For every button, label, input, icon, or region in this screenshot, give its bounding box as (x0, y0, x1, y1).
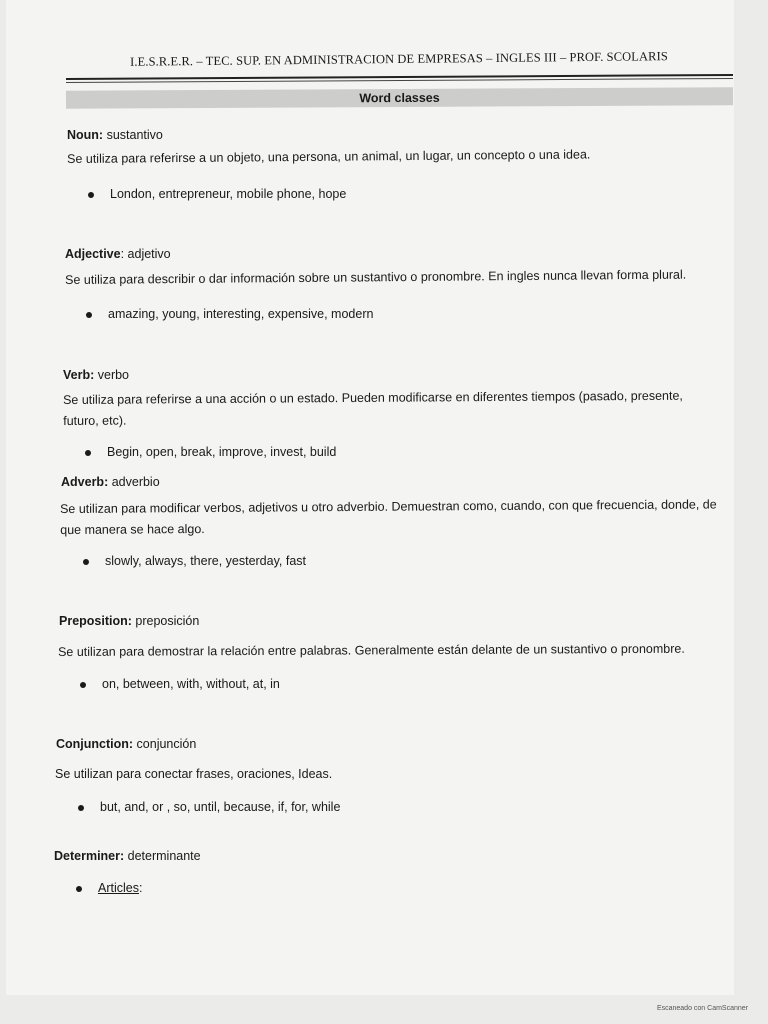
bullet-icon (83, 559, 89, 565)
section-adjective-heading (65, 244, 171, 265)
scanner-watermark: Escaneado con CamScanner (656, 1005, 748, 1012)
section-conjunction-description: Se utilizan para conectar frases, oraciones, Ideas. (55, 767, 333, 781)
articles-label: Articles (98, 881, 139, 895)
term-translation: : adjetivo (120, 247, 171, 261)
term-translation: verbo (94, 368, 130, 382)
bullet-icon (76, 886, 82, 892)
bullet-icon (78, 805, 84, 811)
section-determiner-articles (76, 879, 142, 897)
document-header: I.E.S.R.E.R. – TEC. SUP. EN ADMINISTRACION DE EMPRESAS – INGLES III – PROF. SCOLARIS (130, 49, 668, 69)
term-translation: sustantivo (103, 128, 163, 142)
articles-colon: : (138, 881, 143, 895)
term-label: Preposition: (59, 614, 132, 628)
examples-text: Begin, open, break, improve, invest, build (107, 445, 337, 459)
section-conjunction-heading (56, 734, 196, 755)
term-label: Noun: (67, 128, 104, 142)
section-adjective-examples (86, 305, 373, 323)
section-adverb-examples (83, 552, 306, 570)
term-label: Verb: (63, 368, 95, 382)
term-label: Adverb: (61, 475, 109, 489)
section-verb-description: Se utiliza para referirse a una acción o un estado. Pueden modificarse en diferentes tiempos (pasado, presente, futuro, etc). (63, 388, 683, 428)
bullet-icon (88, 192, 94, 198)
bullet-icon (85, 450, 91, 456)
section-noun-description: Se utiliza para referirse a un objeto, una persona, un animal, un lugar, un concepto o una idea. (67, 147, 591, 166)
examples-text: on, between, with, without, at, in (102, 677, 280, 691)
term-translation: determinante (124, 849, 201, 863)
section-adverb-description: Se utilizan para modificar verbos, adjetivos u otro adverbio. Demuestran como, cuando, con que frecuencia, donde, de que manera se hace algo. (60, 497, 717, 537)
section-preposition-description: Se utilizan para demostrar la relación entre palabras. Generalmente están delante de un sustantivo o pronombre. (58, 641, 685, 659)
examples-text: London, entrepreneur, mobile phone, hope (110, 187, 347, 201)
examples-text: amazing, young, interesting, expensive, modern (108, 307, 374, 321)
examples-text: but, and, or , so, until, because, if, for, while (100, 800, 341, 814)
term-label: Conjunction: (56, 737, 134, 751)
section-adverb-heading (61, 472, 160, 493)
term-translation: conjunción (133, 737, 197, 751)
section-noun-heading (67, 125, 163, 146)
term-label: Adjective (65, 247, 121, 261)
page-title: Word classes (359, 90, 440, 106)
title-bar (66, 87, 733, 108)
section-noun-examples (88, 185, 346, 203)
section-conjunction-examples (78, 798, 340, 816)
bullet-icon (86, 312, 92, 318)
term-translation: adverbio (108, 475, 160, 489)
section-verb-heading (63, 365, 129, 386)
section-verb-examples (85, 443, 336, 461)
examples-text: slowly, always, there, yesterday, fast (105, 554, 307, 568)
section-preposition-examples (80, 675, 280, 693)
bullet-icon (80, 682, 86, 688)
term-translation: preposición (131, 614, 200, 628)
section-adjective-description: Se utiliza para describir o dar información sobre un sustantivo o pronombre. En ingles nunca llevan forma plural. (65, 267, 687, 287)
section-determiner-heading (54, 846, 201, 867)
section-preposition-heading (59, 611, 199, 632)
term-label: Determiner: (54, 849, 125, 863)
